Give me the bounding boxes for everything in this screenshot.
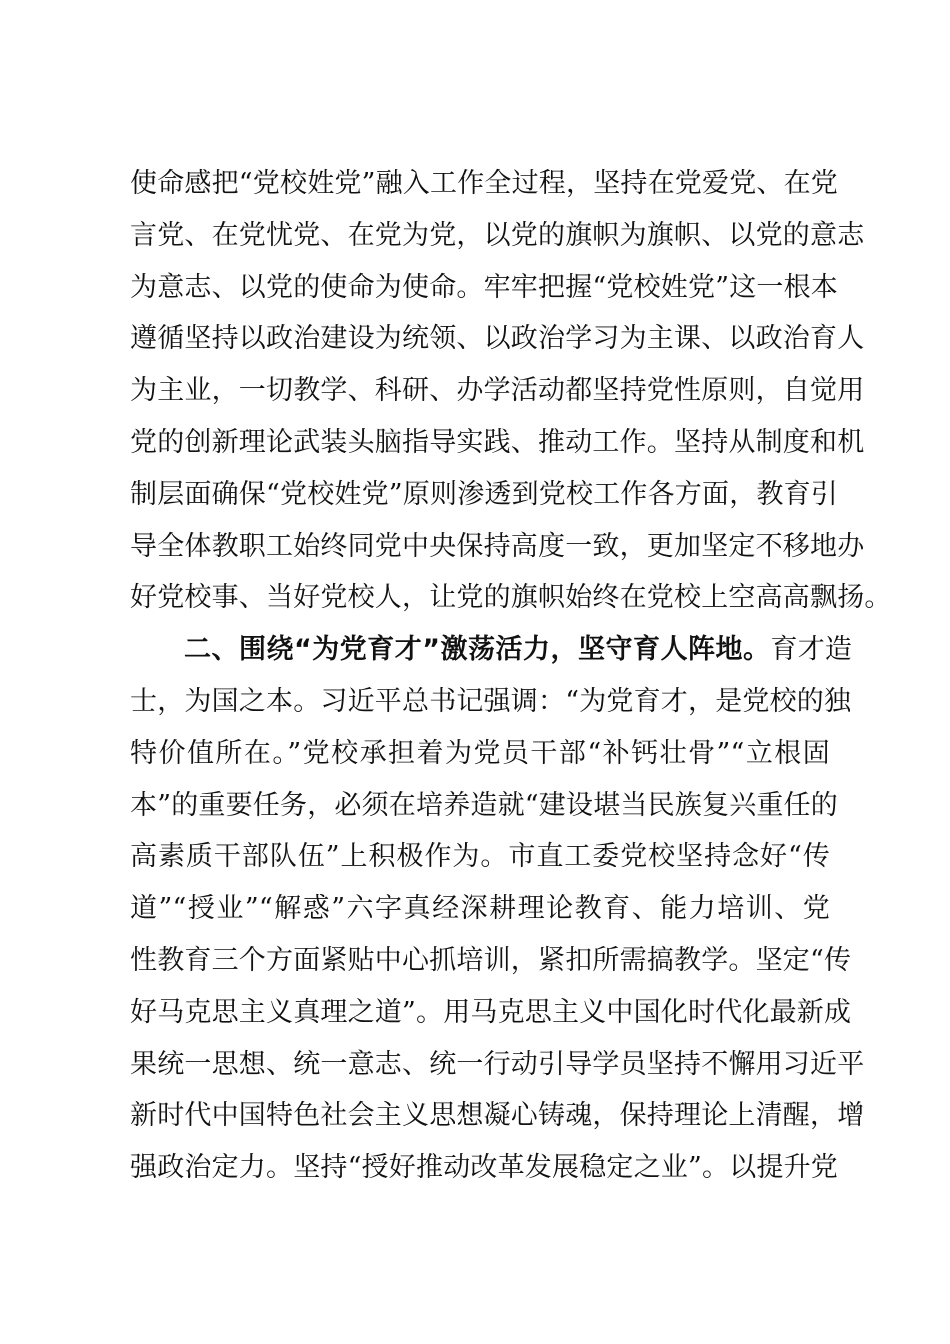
- text-line: 好党校事、当好党校人，让党的旗帜始终在党校上空高高飘扬。: [130, 582, 892, 614]
- section-two-first-line: [130, 624, 853, 676]
- text-line: 言党、在党忧党、在党为党，以党的旗帜为旗帜、以党的意志: [130, 219, 865, 251]
- text-line: 导全体教职工始终同党中央保持高度一致，更加坚定不移地办: [130, 530, 865, 562]
- text-line: 果统一思想、统一意志、统一行动引导学员坚持不懈用习近平: [130, 1048, 865, 1080]
- text-line: 党的创新理论武装头脑指导实践、推动工作。坚持从制度和机: [130, 426, 865, 458]
- text-line: 特价值所在。”党校承担着为党员干部“补钙壮骨”“立根固: [130, 737, 830, 769]
- text-line: 士，为国之本。习近平总书记强调：“为党育才，是党校的独: [130, 685, 852, 717]
- text-line: 性教育三个方面紧贴中心抓培训，紧扣所需搞教学。坚定“传: [130, 944, 852, 976]
- body-text: [130, 158, 892, 1194]
- text-line: 高素质干部队伍”上积极作为。市直工委党校坚持念好“传: [130, 841, 830, 873]
- section-heading-tail: 育才造: [770, 634, 853, 666]
- text-line: 道”“授业”“解惑”六字真经深耕理论教育、能力培训、党: [130, 893, 830, 925]
- text-line: 使命感把“党校姓党”融入工作全过程，坚持在党爱党、在党: [130, 168, 839, 199]
- text-line: 遵循坚持以政治建设为统领、以政治学习为主课、以政治育人: [130, 323, 865, 355]
- text-line: 本”的重要任务，必须在培养造就“建设堪当民族复兴重任的: [130, 789, 839, 821]
- text-line: 制层面确保“党校姓党”原则渗透到党校工作各方面，教育引: [130, 478, 839, 510]
- text-line: 好马克思主义真理之道”。用马克思主义中国化时代化最新成: [130, 996, 852, 1028]
- text-line: 强政治定力。坚持“授好推动改革发展稳定之业”。以提升党: [130, 1152, 839, 1184]
- text-line: 为意志、以党的使命为使命。牢牢把握“党校姓党”这一根本: [130, 271, 839, 303]
- text-line: 新时代中国特色社会主义思想凝心铸魂，保持理论上清醒，增: [130, 1100, 865, 1132]
- section-heading: 二、围绕“为党育才”激荡活力，坚守育人阵地。: [184, 634, 771, 666]
- text-line: 为主业，一切教学、科研、办学活动都坚持党性原则，自觉用: [130, 375, 865, 407]
